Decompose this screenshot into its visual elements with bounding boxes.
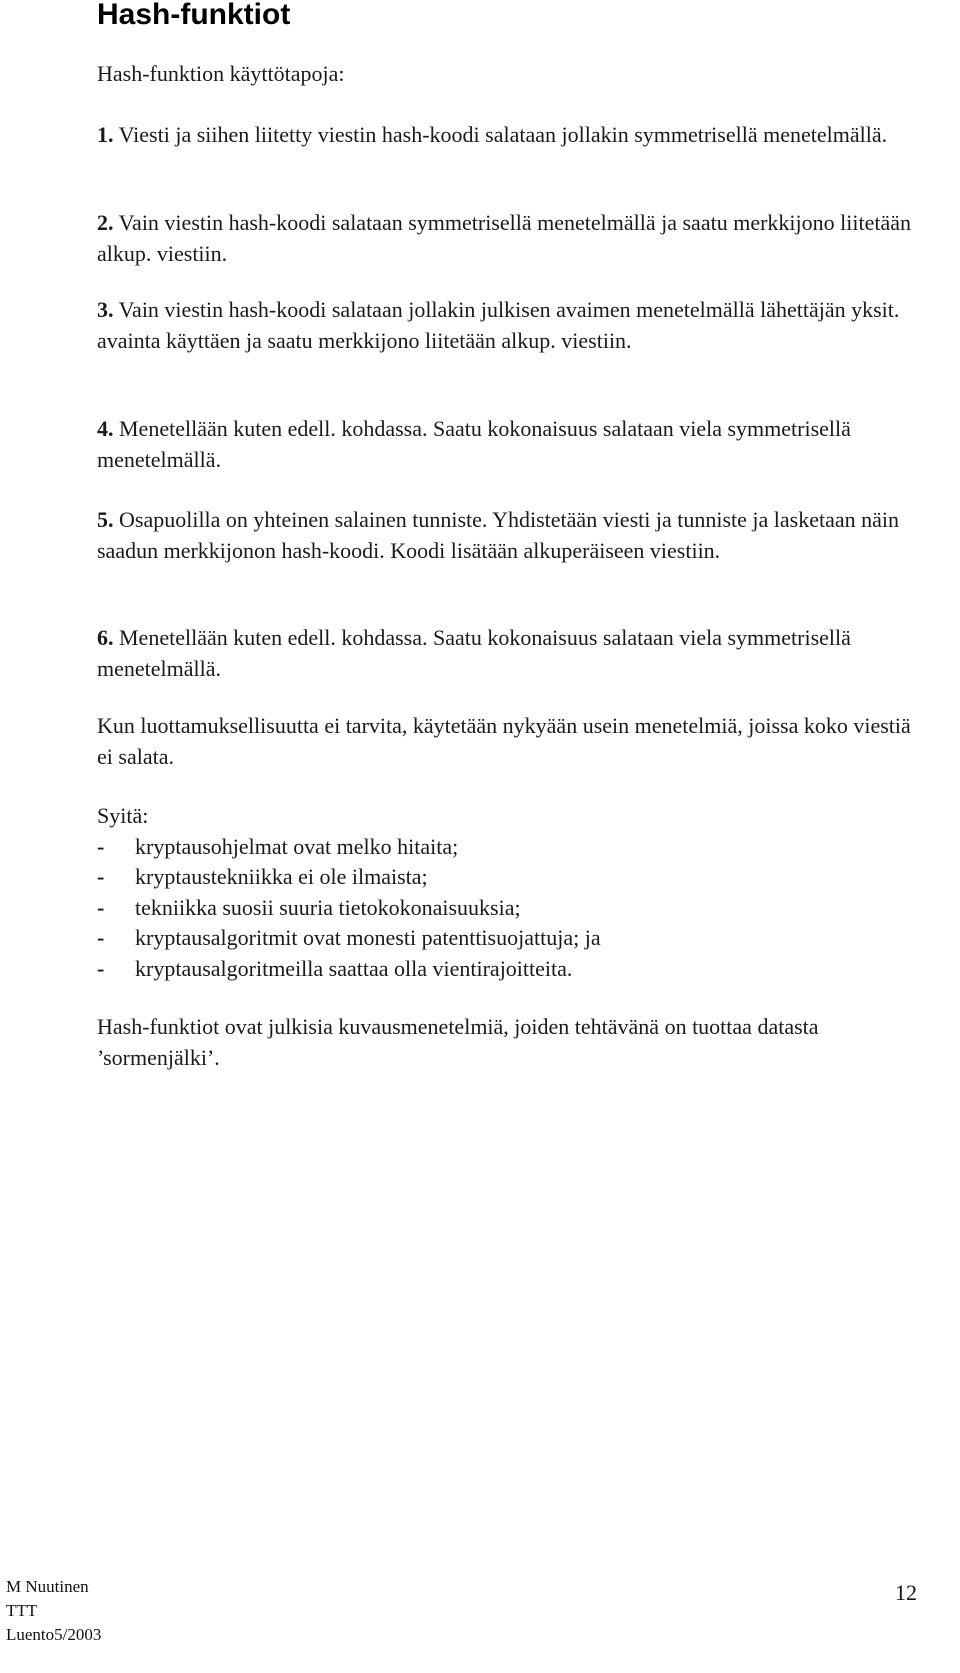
list-item <box>97 207 917 269</box>
list-item <box>97 504 917 566</box>
item-text: Viesti ja siihen liitetty viestin hash-koodi salataan jollakin symmetrisellä menetelmällä. <box>118 122 888 147</box>
item-text: Vain viestin hash-koodi salataan jollakin julkisen avaimen menetelmällä lähettäjän yksit. avainta käyttäen ja saatu merkkijono liitetään alkup. viestiin. <box>97 297 900 353</box>
footer-author: M Nuutinen <box>6 1577 89 1596</box>
note-paragraph: Kun luottamuksellisuutta ei tarvita, käytetään nykyään usein menetelmiä, joissa koko viestiä ei salata. <box>97 713 911 769</box>
reason-text: kryptaustekniikka ei ole ilmaista; <box>135 864 428 889</box>
reason-text: tekniikka suosii suuria tietokokonaisuuksia; <box>135 895 521 920</box>
bullet-dash: - <box>97 834 105 859</box>
list-item <box>97 294 917 356</box>
reason-text: kryptausalgoritmit ovat monesti patenttisuojattuja; ja <box>135 925 601 950</box>
item-number: 2. <box>97 210 114 235</box>
item-number: 5. <box>97 507 114 532</box>
closing-paragraph: Hash-funktiot ovat julkisia kuvausmenetelmiä, joiden tehtävänä on tuottaa datasta ’sormenjälki’. <box>97 1014 819 1070</box>
reason-text: kryptausohjelmat ovat melko hitaita; <box>135 834 459 859</box>
footer-course: TTT <box>6 1601 38 1620</box>
bullet-dash: - <box>97 925 105 950</box>
item-text: Menetellään kuten edell. kohdassa. Saatu kokonaisuus salataan viela symmetrisellä menetelmällä. <box>97 625 851 681</box>
item-number: 6. <box>97 625 114 650</box>
item-number: 3. <box>97 297 114 322</box>
bullet-dash: - <box>97 895 105 920</box>
item-text: Menetellään kuten edell. kohdassa. Saatu kokonaisuus salataan viela symmetrisellä menetelmällä. <box>97 416 851 472</box>
bullet-dash: - <box>97 956 105 981</box>
footer <box>6 1575 101 1647</box>
page-number: 12 <box>895 1580 917 1605</box>
reason-text: kryptausalgoritmeilla saattaa olla vientirajoitteita. <box>135 956 573 981</box>
list-item <box>97 119 917 150</box>
item-number: 1. <box>97 122 114 147</box>
list-item <box>97 413 917 475</box>
reasons-heading: Syitä: <box>97 803 149 828</box>
footer-lecture: Luento5/2003 <box>6 1625 102 1644</box>
list-item <box>97 622 917 684</box>
intro-text: Hash-funktion käyttötapoja: <box>97 61 345 86</box>
item-text: Osapuolilla on yhteinen salainen tunniste. Yhdistetään viesti ja tunniste ja lasketaan näin saadun merkkijonon hash-koodi. Koodi lisätään alkuperäiseen viestiin. <box>97 507 899 563</box>
bullet-dash: - <box>97 864 105 889</box>
item-text: Vain viestin hash-koodi salataan symmetrisellä menetelmällä ja saatu merkkijono liitetään alkup. viestiin. <box>97 210 911 266</box>
page-title: Hash-funktiot <box>97 0 291 31</box>
item-number: 4. <box>97 416 114 441</box>
